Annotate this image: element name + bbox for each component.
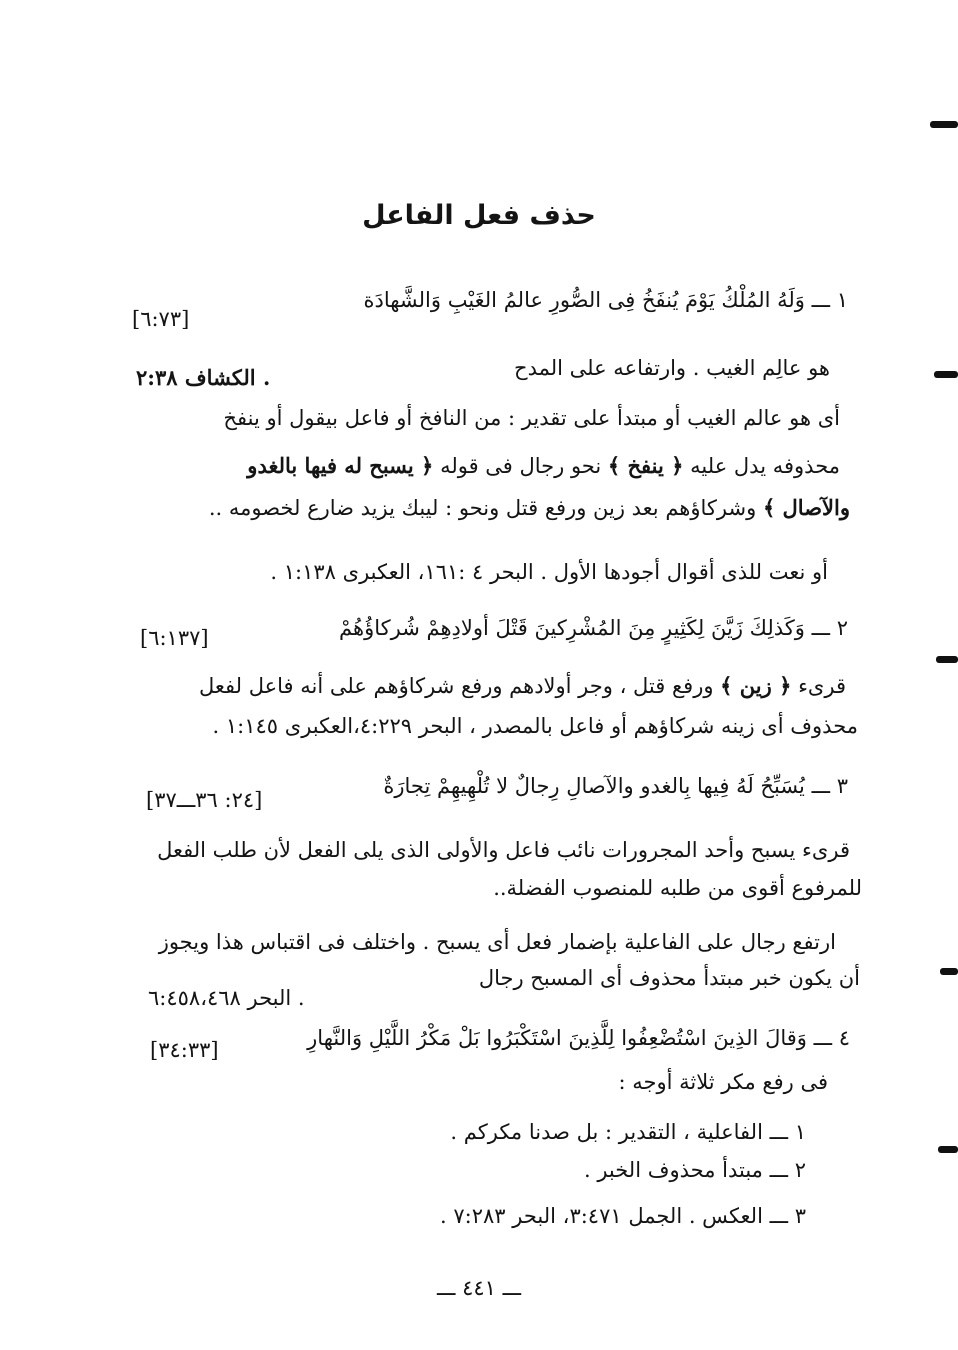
para-3-line-2: محذوف أى زينه شركاؤهم أو فاعل بالمصدر ، البحر ٤:٢٢٩،العكبرى ١:١٤٥ . [212,714,858,738]
page-title: حذف فعل الفاعل [362,200,596,231]
verse-1: ١ ـــ وَلَهُ المُلْكُ يَوْمَ يُنفَخُ فِى الصُّورِ عالمُ الغَيْبِ وَالشَّهادَة [363,288,848,312]
para-1-line-2: محذوفه يدل عليه ﴿ ينفخ ﴾ نحو رجال فى قوله ﴿ يسبح له فيها بالغدو [247,453,840,478]
verse-4: ٤ ـــ وَقالَ الذِينَ اسْتُضْعِفُوا لِلَّذِينَ اسْتَكْبَرُوا بَلْ مَكْرُ اللَّيْلِ وَالنَّهارِ [307,1026,850,1050]
edge-mark [930,121,958,128]
para-4-line-1: قرىء يسبح وأحد المجرورات نائب فاعل والأولى الذى يلى الفعل لأن طلب الفعل [157,838,850,862]
edge-mark [940,968,958,975]
para-1-line-3: والآصال ﴾ وشركاؤهم بعد زين ورفع قتل ونحو : ليبك يزيد ضارع لخصومه .. [208,495,850,520]
kashaf-source: الكشاف ٢:٣٨ . [136,365,271,390]
verse-4-ref: [٣٤:٣٣] [150,1038,219,1062]
kashaf-note: هو عالِم الغيب . وارتفاعه على المدح [514,356,830,380]
edge-mark [938,1146,958,1153]
list-item: ٢ ـــ مبتدأ محذوف الخبر . [583,1158,806,1182]
para-4-line-2: للمرفوع أقوى من طلبه للمنصوب الفضلة.. [493,876,862,900]
verse-2: ٢ ـــ وَكَذلِكَ زَيَّنَ لِكَثِيرٍ مِنَ المُشْرِكينَ قَتْلَ أولادِهِمْ شُركاؤُهُمْ [339,616,848,640]
verse-3: ٣ ـــ يُسَبِّحُ لَهُ فِيها بِالغدو والآصالِ رِجالٌ لا تُلْهِيهِمْ تِجارَةٌ [383,774,848,798]
para-5-source: البحر ٦:٤٥٨،٤٦٨ . [148,986,305,1010]
para-2: أو نعت للذى أقوال أجودها الأول . البحر ٤ :١٦١، العكبرى ١:١٣٨ . [270,560,828,584]
verse-1-ref: [٦:٧٣] [132,307,190,331]
edge-mark [934,371,958,378]
para-5-line-1: ارتفع رجال على الفاعلية بإضمار فعل أى يسبح . واختلف فى اقتباس هذا ويجوز [158,930,836,954]
verse-2-ref: [٦:١٣٧] [140,626,209,650]
edge-mark [936,656,958,663]
para-1-line-1: أى هو عالم الغيب أو مبتدأ على تقدير : من النافخ أو فاعل بيقول أو ينفخ [223,406,840,430]
para-3-line-1: قرىء ﴿ زين ﴾ ورفع قتل ، وجر أولادهم ورفع شركاؤهم على أنه فاعل لفعل [198,673,846,698]
para-5-line-2: أن يكون خبر مبتدأ محذوف أى المسبح رجال [478,966,860,990]
list-item: ١ ـــ الفاعلية ، التقدير : بل صدنا مكركم . [450,1120,806,1144]
list-item: ٣ ـــ العكس . الجمل ٣:٤٧١، البحر ٧:٢٨٣ . [440,1204,806,1228]
page-number: ـــ ٤٤١ ـــ [436,1276,522,1300]
para-6: فى رفع مكر ثلاثة أوجه : [618,1070,828,1094]
verse-3-ref: [٢٤: ٣٦ـــ٣٧] [146,788,263,812]
